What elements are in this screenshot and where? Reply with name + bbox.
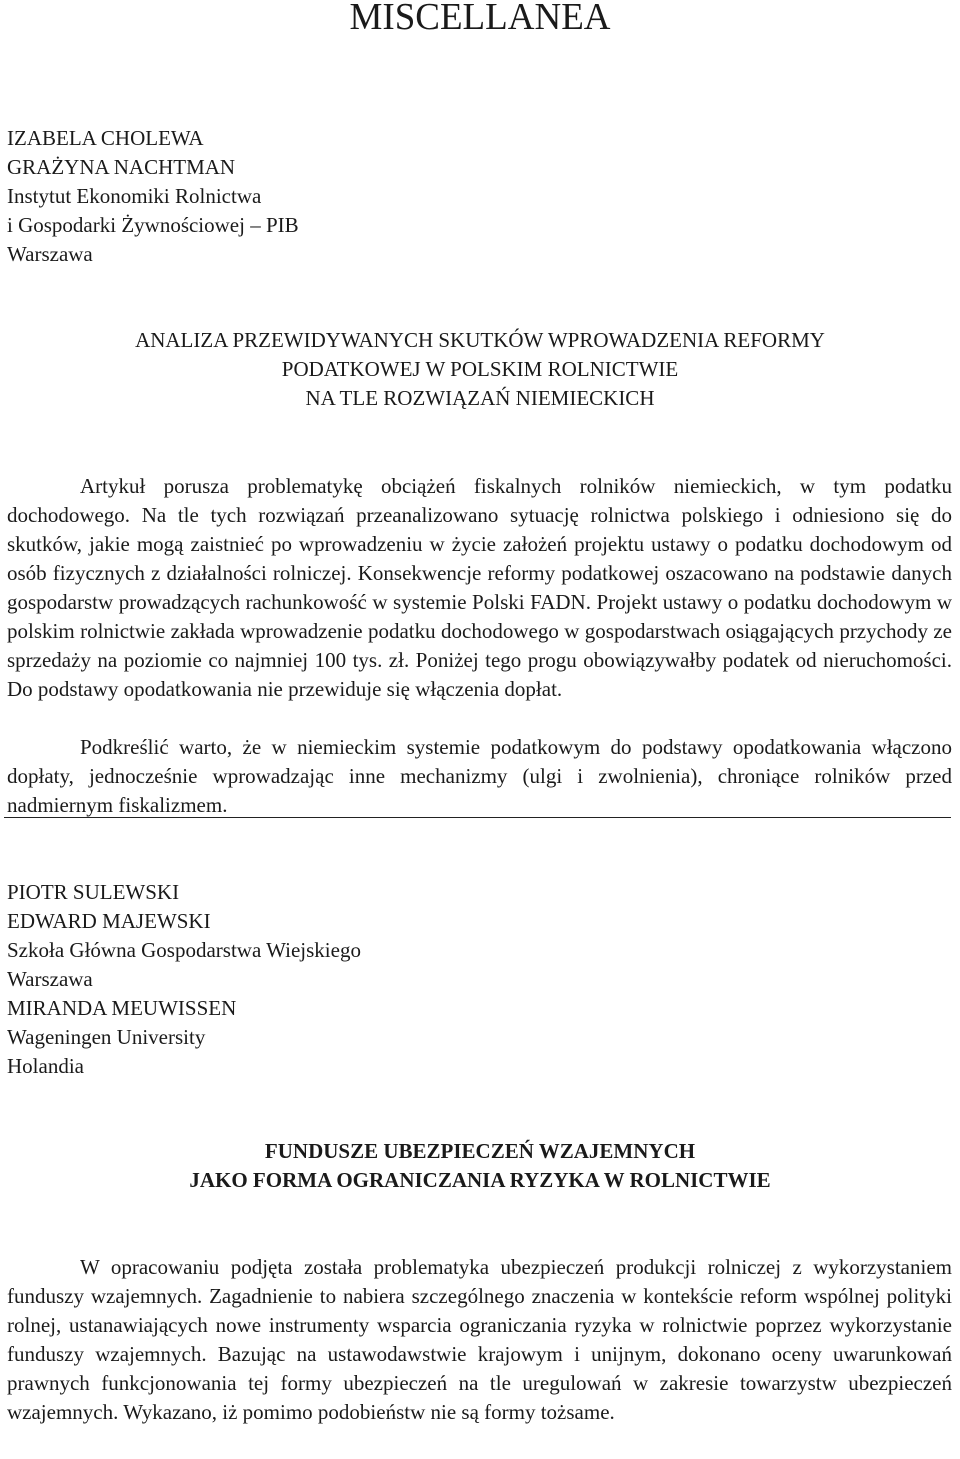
title-line: NA TLE ROZWIĄZAŃ NIEMIECKICH: [305, 386, 655, 410]
author-name: EDWARD MAJEWSKI: [7, 909, 211, 933]
article-1-title: [0, 326, 960, 413]
article-2-abstract: W opracowaniu podjęta została problematyka ubezpieczeń produkcji rolniczej z wykorzystaniem funduszy wzajemnych. Zagadnienie to nabiera szczególnego znaczenia w kontekście reform wspólnej polityki rolnej, ustanawiających nowe instrumenty wsparcia ograniczania ryzyka w rolnictwie poprzez wykorzystanie funduszy wzajemnych. Bazując na ustawodawstwie krajowym i unijnym, dokonano oceny uwarunkowań prawnych funkcjonowania tej formy ubezpieczeń na tle uregulowań w zakresie towarzystw ubezpieczeń wzajemnych. Wykazano, iż pomimo podobieństw nie są formy tożsame.: [7, 1255, 952, 1424]
article-divider: [4, 817, 951, 818]
article-2-authors: [7, 878, 361, 1081]
affiliation-city: Warszawa: [7, 242, 93, 266]
article-1-abstract-paragraph-2: Podkreślić warto, że w niemieckim systemie podatkowym do podstawy opodatkowania włączono dopłaty, jednocześnie wprowadzając inne mechanizmy (ulgi i zwolnienia), chroniące rolników przed nadmiernym fiskalizmem.: [7, 735, 952, 817]
affiliation: Szkoła Główna Gospodarstwa Wiejskiego: [7, 938, 361, 962]
title-line: FUNDUSZE UBEZPIECZEŃ WZAJEMNYCH: [264, 1139, 696, 1163]
section-title: MISCELLANEA: [349, 0, 611, 39]
affiliation-country: Holandia: [7, 1054, 84, 1078]
author-name: GRAŻYNA NACHTMAN: [7, 155, 236, 179]
author-name: MIRANDA MEUWISSEN: [7, 996, 237, 1020]
title-line: ANALIZA PRZEWIDYWANYCH SKUTKÓW WPROWADZENIA REFORMY: [135, 328, 825, 352]
title-line: JAKO FORMA OGRANICZANIA RYZYKA W ROLNICTWIE: [189, 1168, 771, 1192]
title-line: PODATKOWEJ W POLSKIM ROLNICTWIE: [281, 357, 679, 381]
article-1-authors: [7, 124, 299, 269]
affiliation: i Gospodarki Żywnościowej – PIB: [7, 213, 299, 237]
article-1-abstract-paragraph-1: Artykuł porusza problematykę obciążeń fiskalnych rolników niemieckich, w tym podatku dochodowego. Na tle tych rozwiązań przeanalizowano sytuację rolnictwa polskiego i odniesiono się do skutków, jakie mogą zaistnieć po wprowadzeniu w życie założeń projektu ustawy o podatku dochodowym od osób fizycznych z działalności rolniczej. Konsekwencje reformy podatkowej oszacowano na podstawie danych gospodarstw prowadzących rachunkowość w systemie Polski FADN. Projekt ustawy o podatku dochodowym w polskim rolnictwie zakłada wprowadzenie podatku dochodowego w gospodarstwach osiągających przychody ze sprzedaży na poziomie co najmniej 100 tys. zł. Poniżej tego progu obowiązywałby podatek od nieruchomości. Do podstawy opodatkowania nie przewiduje się włączenia dopłat.: [7, 474, 952, 701]
affiliation: Instytut Ekonomiki Rolnictwa: [7, 184, 262, 208]
affiliation-city: Warszawa: [7, 967, 93, 991]
author-name: IZABELA CHOLEWA: [7, 126, 204, 150]
author-name: PIOTR SULEWSKI: [7, 880, 180, 904]
affiliation: Wageningen University: [7, 1025, 206, 1049]
article-2-title: [0, 1137, 960, 1195]
